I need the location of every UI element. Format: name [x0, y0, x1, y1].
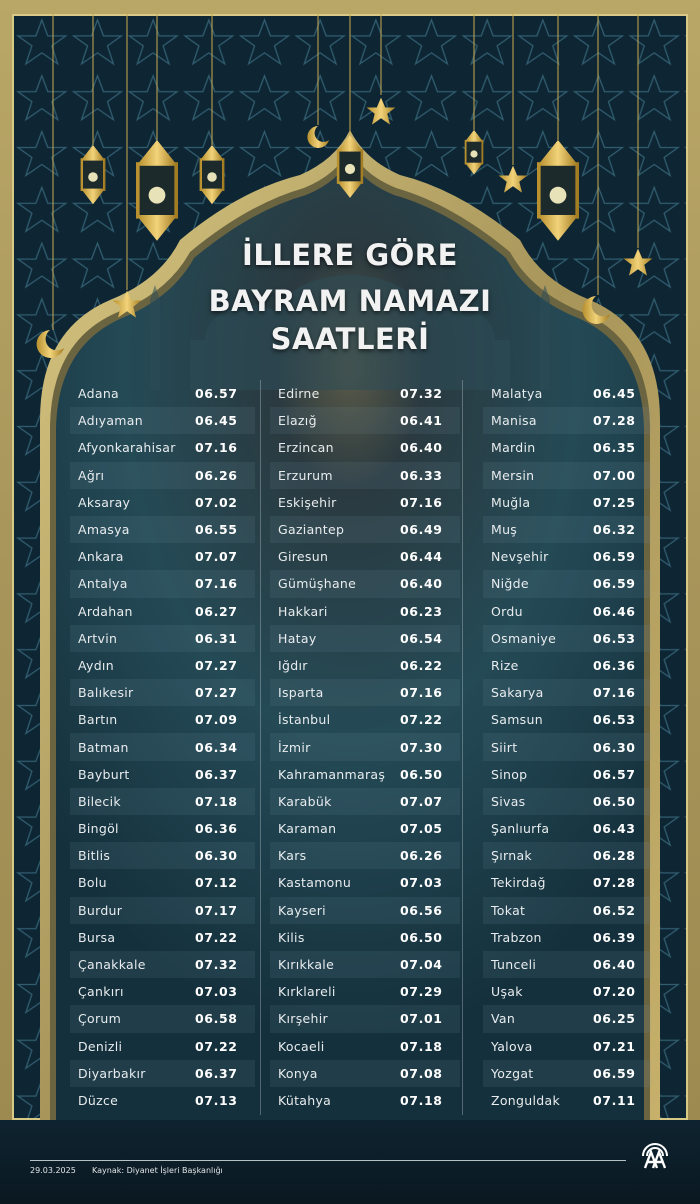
table-row	[483, 978, 651, 1005]
city-name: Muş	[491, 522, 518, 538]
city-name: Kırklareli	[278, 984, 336, 1000]
footer-divider	[30, 1160, 626, 1161]
prayer-time: 06.44	[400, 549, 443, 565]
city-name: Erzincan	[278, 440, 334, 456]
table-row	[70, 815, 255, 842]
city-name: Kahramanmaraş	[278, 766, 386, 782]
table-row	[270, 543, 460, 570]
table-row	[270, 1033, 460, 1060]
table-row	[70, 842, 255, 869]
city-name: Osmaniye	[491, 630, 557, 646]
table-row	[70, 706, 255, 733]
table-row	[483, 462, 651, 489]
city-name: Niğde	[491, 576, 529, 592]
table-row	[70, 869, 255, 896]
prayer-time: 06.35	[593, 440, 636, 456]
table-row	[483, 1033, 651, 1060]
table-row	[270, 489, 460, 516]
prayer-time: 07.18	[400, 1038, 443, 1054]
prayer-time: 06.34	[195, 739, 238, 755]
city-name: Gaziantep	[278, 522, 345, 538]
city-name: Konya	[278, 1065, 318, 1081]
city-name: Amasya	[78, 522, 130, 538]
prayer-time: 06.26	[195, 467, 238, 483]
prayer-time: 06.54	[400, 630, 443, 646]
title-line-2: BAYRAM NAMAZI	[208, 284, 492, 318]
prayer-time: 06.37	[195, 1065, 238, 1081]
city-name: Artvin	[78, 630, 118, 646]
prayer-time: 06.57	[593, 766, 636, 782]
prayer-time: 07.27	[195, 657, 238, 673]
prayer-time: 06.31	[195, 630, 238, 646]
prayer-time: 07.21	[593, 1038, 636, 1054]
table-row	[270, 598, 460, 625]
column-2	[270, 380, 460, 1114]
table-row	[270, 869, 460, 896]
table-row	[270, 842, 460, 869]
prayer-time: 06.22	[400, 657, 443, 673]
prayer-time: 06.27	[195, 603, 238, 619]
city-name: Manisa	[491, 413, 537, 429]
city-name: Diyarbakır	[78, 1065, 146, 1081]
city-name: Çanakkale	[78, 957, 146, 973]
table-row	[270, 1060, 460, 1087]
table-row	[483, 1005, 651, 1032]
city-name: Edirne	[278, 386, 320, 402]
table-row	[70, 897, 255, 924]
prayer-time: 07.25	[593, 494, 636, 510]
city-name: Eskişehir	[278, 494, 337, 510]
table-row	[270, 951, 460, 978]
city-name: Kocaeli	[278, 1038, 325, 1054]
table-row	[70, 516, 255, 543]
city-name: Aksaray	[78, 494, 131, 510]
city-name: Yalova	[491, 1038, 533, 1054]
prayer-time: 07.18	[195, 793, 238, 809]
city-name: Kütahya	[278, 1092, 332, 1108]
city-name: Bilecik	[78, 793, 121, 809]
city-name: Bartın	[78, 712, 118, 728]
city-name: Çankırı	[78, 984, 124, 1000]
city-name: Elazığ	[278, 413, 317, 429]
column-divider	[260, 380, 261, 1115]
prayer-time: 07.13	[195, 1092, 238, 1108]
prayer-time: 07.32	[195, 957, 238, 973]
footer-source: Kaynak: Diyanet İşleri Başkanlığı	[92, 1166, 223, 1175]
table-row	[483, 679, 651, 706]
table-row	[483, 489, 651, 516]
table-row	[270, 570, 460, 597]
prayer-time: 06.45	[195, 413, 238, 429]
table-row	[483, 869, 651, 896]
prayer-time: 06.59	[593, 1065, 636, 1081]
prayer-time: 07.09	[195, 712, 238, 728]
prayer-time: 06.57	[195, 386, 238, 402]
table-row	[483, 598, 651, 625]
table-row	[70, 489, 255, 516]
table-row	[483, 897, 651, 924]
table-row	[70, 733, 255, 760]
city-name: Sinop	[491, 766, 528, 782]
prayer-time: 07.28	[593, 413, 636, 429]
prayer-time: 07.27	[195, 685, 238, 701]
city-name: Erzurum	[278, 467, 333, 483]
table-row	[70, 543, 255, 570]
city-name: Şırnak	[491, 848, 532, 864]
table-row	[70, 788, 255, 815]
city-name: Adıyaman	[78, 413, 143, 429]
table-row	[483, 625, 651, 652]
column-divider	[462, 380, 463, 1115]
city-name: Balıkesir	[78, 685, 134, 701]
table-row	[270, 462, 460, 489]
city-name: Kilis	[278, 929, 305, 945]
city-name: Ordu	[491, 603, 523, 619]
prayer-time: 06.50	[400, 929, 443, 945]
city-name: Giresun	[278, 549, 329, 565]
prayer-time: 07.16	[593, 685, 636, 701]
table-row	[483, 570, 651, 597]
table-row	[483, 380, 651, 407]
city-name: Batman	[78, 739, 129, 755]
table-row	[483, 761, 651, 788]
prayer-time: 07.03	[195, 984, 238, 1000]
prayer-time: 07.05	[400, 821, 443, 837]
table-row	[270, 924, 460, 951]
prayer-time: 06.36	[593, 657, 636, 673]
prayer-time: 06.55	[195, 522, 238, 538]
city-name: Karaman	[278, 821, 337, 837]
city-name: Adana	[78, 386, 120, 402]
table-row	[70, 679, 255, 706]
prayer-time: 07.18	[400, 1092, 443, 1108]
title-line-3: SAATLERİ	[270, 322, 430, 356]
table-row	[270, 706, 460, 733]
prayer-time: 07.32	[400, 386, 443, 402]
city-name: Burdur	[78, 902, 123, 918]
table-row	[270, 815, 460, 842]
city-name: Bayburt	[78, 766, 130, 782]
table-row	[70, 761, 255, 788]
city-name: Isparta	[278, 685, 324, 701]
prayer-time: 06.23	[400, 603, 443, 619]
prayer-time: 06.32	[593, 522, 636, 538]
prayer-time: 07.00	[593, 467, 636, 483]
prayer-time: 07.22	[400, 712, 443, 728]
prayer-time: 06.41	[400, 413, 443, 429]
city-name: Çorum	[78, 1011, 122, 1027]
city-name: Ağrı	[78, 467, 105, 483]
table-row	[70, 978, 255, 1005]
table-row	[483, 706, 651, 733]
table-row	[483, 1060, 651, 1087]
city-name: Düzce	[78, 1092, 119, 1108]
prayer-time: 07.30	[400, 739, 443, 755]
prayer-time: 07.22	[195, 1038, 238, 1054]
table-row	[70, 951, 255, 978]
city-name: Nevşehir	[491, 549, 549, 565]
prayer-time: 06.45	[593, 386, 636, 402]
prayer-time: 06.53	[593, 630, 636, 646]
city-name: Kayseri	[278, 902, 326, 918]
city-name: Ardahan	[78, 603, 133, 619]
prayer-time: 07.16	[195, 576, 238, 592]
city-name: Karabük	[278, 793, 332, 809]
prayer-time: 06.49	[400, 522, 443, 538]
prayer-time: 06.30	[593, 739, 636, 755]
table-row	[483, 1087, 651, 1114]
table-row	[70, 598, 255, 625]
footer-background	[0, 1120, 700, 1204]
table-row	[270, 897, 460, 924]
prayer-time: 06.33	[400, 467, 443, 483]
city-name: İzmir	[278, 739, 311, 755]
prayer-time: 07.02	[195, 494, 238, 510]
table-row	[270, 625, 460, 652]
prayer-time: 07.16	[195, 440, 238, 456]
prayer-time: 07.28	[593, 875, 636, 891]
table-row	[270, 516, 460, 543]
city-name: Sivas	[491, 793, 526, 809]
prayer-time: 06.37	[195, 766, 238, 782]
table-row	[70, 380, 255, 407]
table-row	[270, 978, 460, 1005]
city-name: Antalya	[78, 576, 128, 592]
city-name: Yozgat	[491, 1065, 534, 1081]
column-1	[70, 380, 255, 1114]
table-row	[270, 652, 460, 679]
city-name: Kırşehir	[278, 1011, 328, 1027]
table-row	[270, 679, 460, 706]
prayer-time: 06.52	[593, 902, 636, 918]
prayer-time: 06.40	[593, 957, 636, 973]
prayer-time: 07.20	[593, 984, 636, 1000]
table-row	[483, 407, 651, 434]
table-row	[70, 1005, 255, 1032]
prayer-time: 07.29	[400, 984, 443, 1000]
table-row	[270, 788, 460, 815]
table-row	[270, 1005, 460, 1032]
city-name: Bitlis	[78, 848, 111, 864]
prayer-time: 07.01	[400, 1011, 443, 1027]
aa-logo-icon	[640, 1140, 670, 1170]
table-row	[70, 570, 255, 597]
prayer-time: 06.26	[400, 848, 443, 864]
prayer-time: 06.30	[195, 848, 238, 864]
prayer-time: 06.50	[593, 793, 636, 809]
prayer-time: 07.12	[195, 875, 238, 891]
prayer-time: 06.39	[593, 929, 636, 945]
table-row	[70, 1060, 255, 1087]
table-row	[483, 951, 651, 978]
city-name: Ankara	[78, 549, 124, 565]
prayer-time: 07.22	[195, 929, 238, 945]
table-row	[270, 733, 460, 760]
city-name: Bursa	[78, 929, 116, 945]
city-name: İstanbul	[278, 712, 331, 728]
table-row	[483, 733, 651, 760]
city-name: Şanlıurfa	[491, 821, 550, 837]
city-name: Zonguldak	[491, 1092, 560, 1108]
title-line-1: İLLERE GÖRE	[242, 238, 458, 272]
city-name: Iğdır	[278, 657, 308, 673]
table-row	[70, 407, 255, 434]
table-row	[483, 924, 651, 951]
city-name: Afyonkarahisar	[78, 440, 176, 456]
table-row	[70, 924, 255, 951]
table-row	[483, 516, 651, 543]
table-row	[270, 434, 460, 461]
prayer-time: 06.59	[593, 576, 636, 592]
prayer-time: 06.40	[400, 576, 443, 592]
prayer-time: 07.17	[195, 902, 238, 918]
prayer-time: 07.08	[400, 1065, 443, 1081]
prayer-time: 06.58	[195, 1011, 238, 1027]
city-name: Uşak	[491, 984, 523, 1000]
prayer-time: 06.25	[593, 1011, 636, 1027]
table-row	[70, 434, 255, 461]
city-name: Hatay	[278, 630, 317, 646]
city-name: Gümüşhane	[278, 576, 357, 592]
city-name: Muğla	[491, 494, 531, 510]
prayer-time: 06.50	[400, 766, 443, 782]
table-row	[270, 407, 460, 434]
city-name: Mardin	[491, 440, 536, 456]
prayer-time: 06.59	[593, 549, 636, 565]
prayer-time: 07.16	[400, 494, 443, 510]
prayer-time: 06.40	[400, 440, 443, 456]
table-row	[483, 543, 651, 570]
table-row	[70, 625, 255, 652]
city-name: Trabzon	[491, 929, 542, 945]
table-row	[483, 842, 651, 869]
city-name: Hakkari	[278, 603, 328, 619]
table-row	[270, 761, 460, 788]
city-name: Mersin	[491, 467, 535, 483]
city-name: Aydın	[78, 657, 114, 673]
table-row	[483, 815, 651, 842]
table-row	[70, 1033, 255, 1060]
column-3	[483, 380, 651, 1114]
city-name: Rize	[491, 657, 519, 673]
prayer-time: 07.16	[400, 685, 443, 701]
table-row	[270, 380, 460, 407]
table-row	[270, 1087, 460, 1114]
city-name: Sakarya	[491, 685, 544, 701]
prayer-time: 07.03	[400, 875, 443, 891]
table-row	[483, 788, 651, 815]
table-row	[70, 462, 255, 489]
table-row	[70, 1087, 255, 1114]
city-name: Van	[491, 1011, 516, 1027]
prayer-time: 06.43	[593, 821, 636, 837]
city-name: Tekirdağ	[491, 875, 546, 891]
table-row	[483, 652, 651, 679]
city-name: Siirt	[491, 739, 518, 755]
city-name: Tunceli	[491, 957, 537, 973]
city-name: Malatya	[491, 386, 543, 402]
table-row	[483, 434, 651, 461]
city-name: Kırıkkale	[278, 957, 335, 973]
city-name: Tokat	[491, 902, 526, 918]
prayer-time: 06.53	[593, 712, 636, 728]
city-name: Kars	[278, 848, 307, 864]
prayer-time: 07.07	[195, 549, 238, 565]
city-name: Bolu	[78, 875, 107, 891]
prayer-time: 06.36	[195, 821, 238, 837]
city-name: Kastamonu	[278, 875, 352, 891]
prayer-time: 06.56	[400, 902, 443, 918]
prayer-time: 07.11	[593, 1092, 636, 1108]
prayer-time: 06.28	[593, 848, 636, 864]
city-name: Samsun	[491, 712, 543, 728]
footer-date: 29.03.2025	[30, 1166, 76, 1175]
city-name: Denizli	[78, 1038, 123, 1054]
prayer-time: 06.46	[593, 603, 636, 619]
city-name: Bingöl	[78, 821, 119, 837]
prayer-time: 07.04	[400, 957, 443, 973]
prayer-time: 07.07	[400, 793, 443, 809]
table-row	[70, 652, 255, 679]
